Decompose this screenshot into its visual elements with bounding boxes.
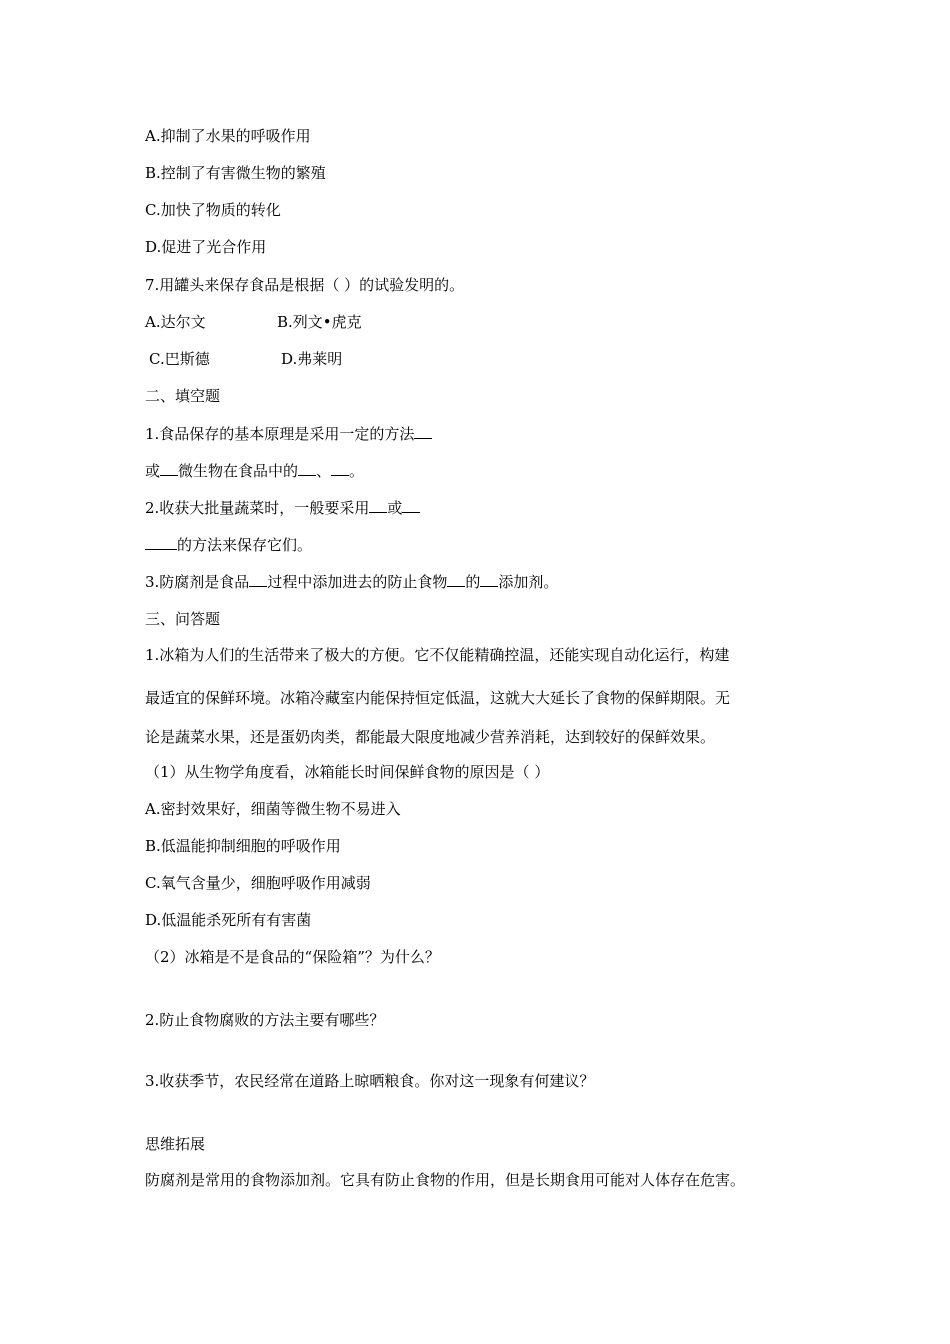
fill-q2-text-3: 的方法来保存它们。 [177, 536, 313, 554]
fill-q1-text-2: 或 [145, 462, 161, 480]
qa-q1-text-line1: 1.冰箱为人们的生活带来了极大的方便。它不仅能精确控温，还能实现自动化运行，构建 [145, 646, 730, 664]
q6-option-d: D.促进了光合作用 [145, 238, 267, 256]
q6-option-a: A.抑制了水果的呼吸作用 [145, 127, 311, 145]
fill-q2-line2 [145, 535, 312, 555]
qa-q1-option-c: C.氧气含量少，细胞呼吸作用减弱 [145, 874, 371, 892]
qa-q1-sub2: （2）冰箱是不是食品的“保险箱”？为什么？ [145, 948, 440, 966]
q7-option-d: D.弗莱明 [281, 350, 343, 368]
fill-q1-text-5: 。 [349, 462, 365, 480]
fill-q3-line [145, 572, 558, 592]
qa-q1-option-d: D.低温能杀死所有有害菌 [145, 911, 312, 929]
qa-q1-sub1: （1）从生物学角度看，冰箱能长时间保鲜食物的原因是（ ） [145, 763, 550, 781]
blank [447, 572, 465, 587]
qa-q1-option-a: A.密封效果好，细菌等微生物不易进入 [145, 800, 401, 818]
q6-option-b: B.控制了有害微生物的繁殖 [145, 164, 326, 182]
extension-heading: 思维拓展 [145, 1135, 206, 1153]
qa-q3: 3.收获季节，农民经常在道路上晾晒粮食。你对这一现象有何建议？ [145, 1072, 595, 1090]
fill-q1-text-1: 1.食品保存的基本原理是采用一定的方法 [145, 425, 415, 443]
fill-q1-text-4: 、 [316, 462, 332, 480]
qa-q1-option-b: B.低温能抑制细胞的呼吸作用 [145, 837, 341, 855]
blank [298, 461, 316, 476]
fill-q1-line2 [145, 461, 364, 481]
fill-q1-text-3: 微生物在食品中的 [178, 462, 299, 480]
blank [249, 572, 267, 587]
blank [160, 461, 178, 476]
fill-q2-text-1: 2.收获大批量蔬菜时，一般要采用 [145, 499, 370, 517]
q7-option-b: B.列文•虎克 [277, 313, 362, 331]
q6-option-c: C.加快了物质的转化 [145, 201, 281, 219]
qa-heading: 三、问答题 [145, 610, 221, 628]
fill-q3-text-3: 的 [465, 573, 481, 591]
blank [414, 424, 432, 439]
q7-stem: 7.用罐头来保存食品是根据（ ）的试验发明的。 [145, 276, 465, 294]
blank [331, 461, 349, 476]
fill-heading: 二、填空题 [145, 387, 221, 405]
fill-q2-text-2: 或 [387, 499, 403, 517]
fill-q1-line1 [145, 424, 432, 444]
q7-option-c: C.巴斯德 [149, 350, 210, 368]
fill-q3-text-4: 添加剂。 [498, 573, 559, 591]
fill-q3-text-1: 3.防腐剂是食品 [145, 573, 250, 591]
blank [145, 535, 177, 550]
blank [480, 572, 498, 587]
fill-q3-text-2: 过程中添加进去的防止食物 [267, 573, 448, 591]
qa-q2: 2.防止食物腐败的方法主要有哪些？ [145, 1011, 385, 1029]
qa-q1-text-line2: 最适宜的保鲜环境。冰箱冷藏室内能保持恒定低温，这就大大延长了食物的保鲜期限。无 [145, 689, 731, 707]
q7-option-a: A.达尔文 [145, 313, 206, 331]
blank [369, 498, 387, 513]
fill-q2-line1 [145, 498, 420, 518]
extension-text: 防腐剂是常用的食物添加剂。它具有防止食物的作用，但是长期食用可能对人体存在危害。 [145, 1171, 746, 1189]
qa-q1-text-line3: 论是蔬菜水果，还是蛋奶肉类，都能最大限度地减少营养消耗，达到较好的保鲜效果。 [145, 728, 716, 746]
blank [402, 498, 420, 513]
